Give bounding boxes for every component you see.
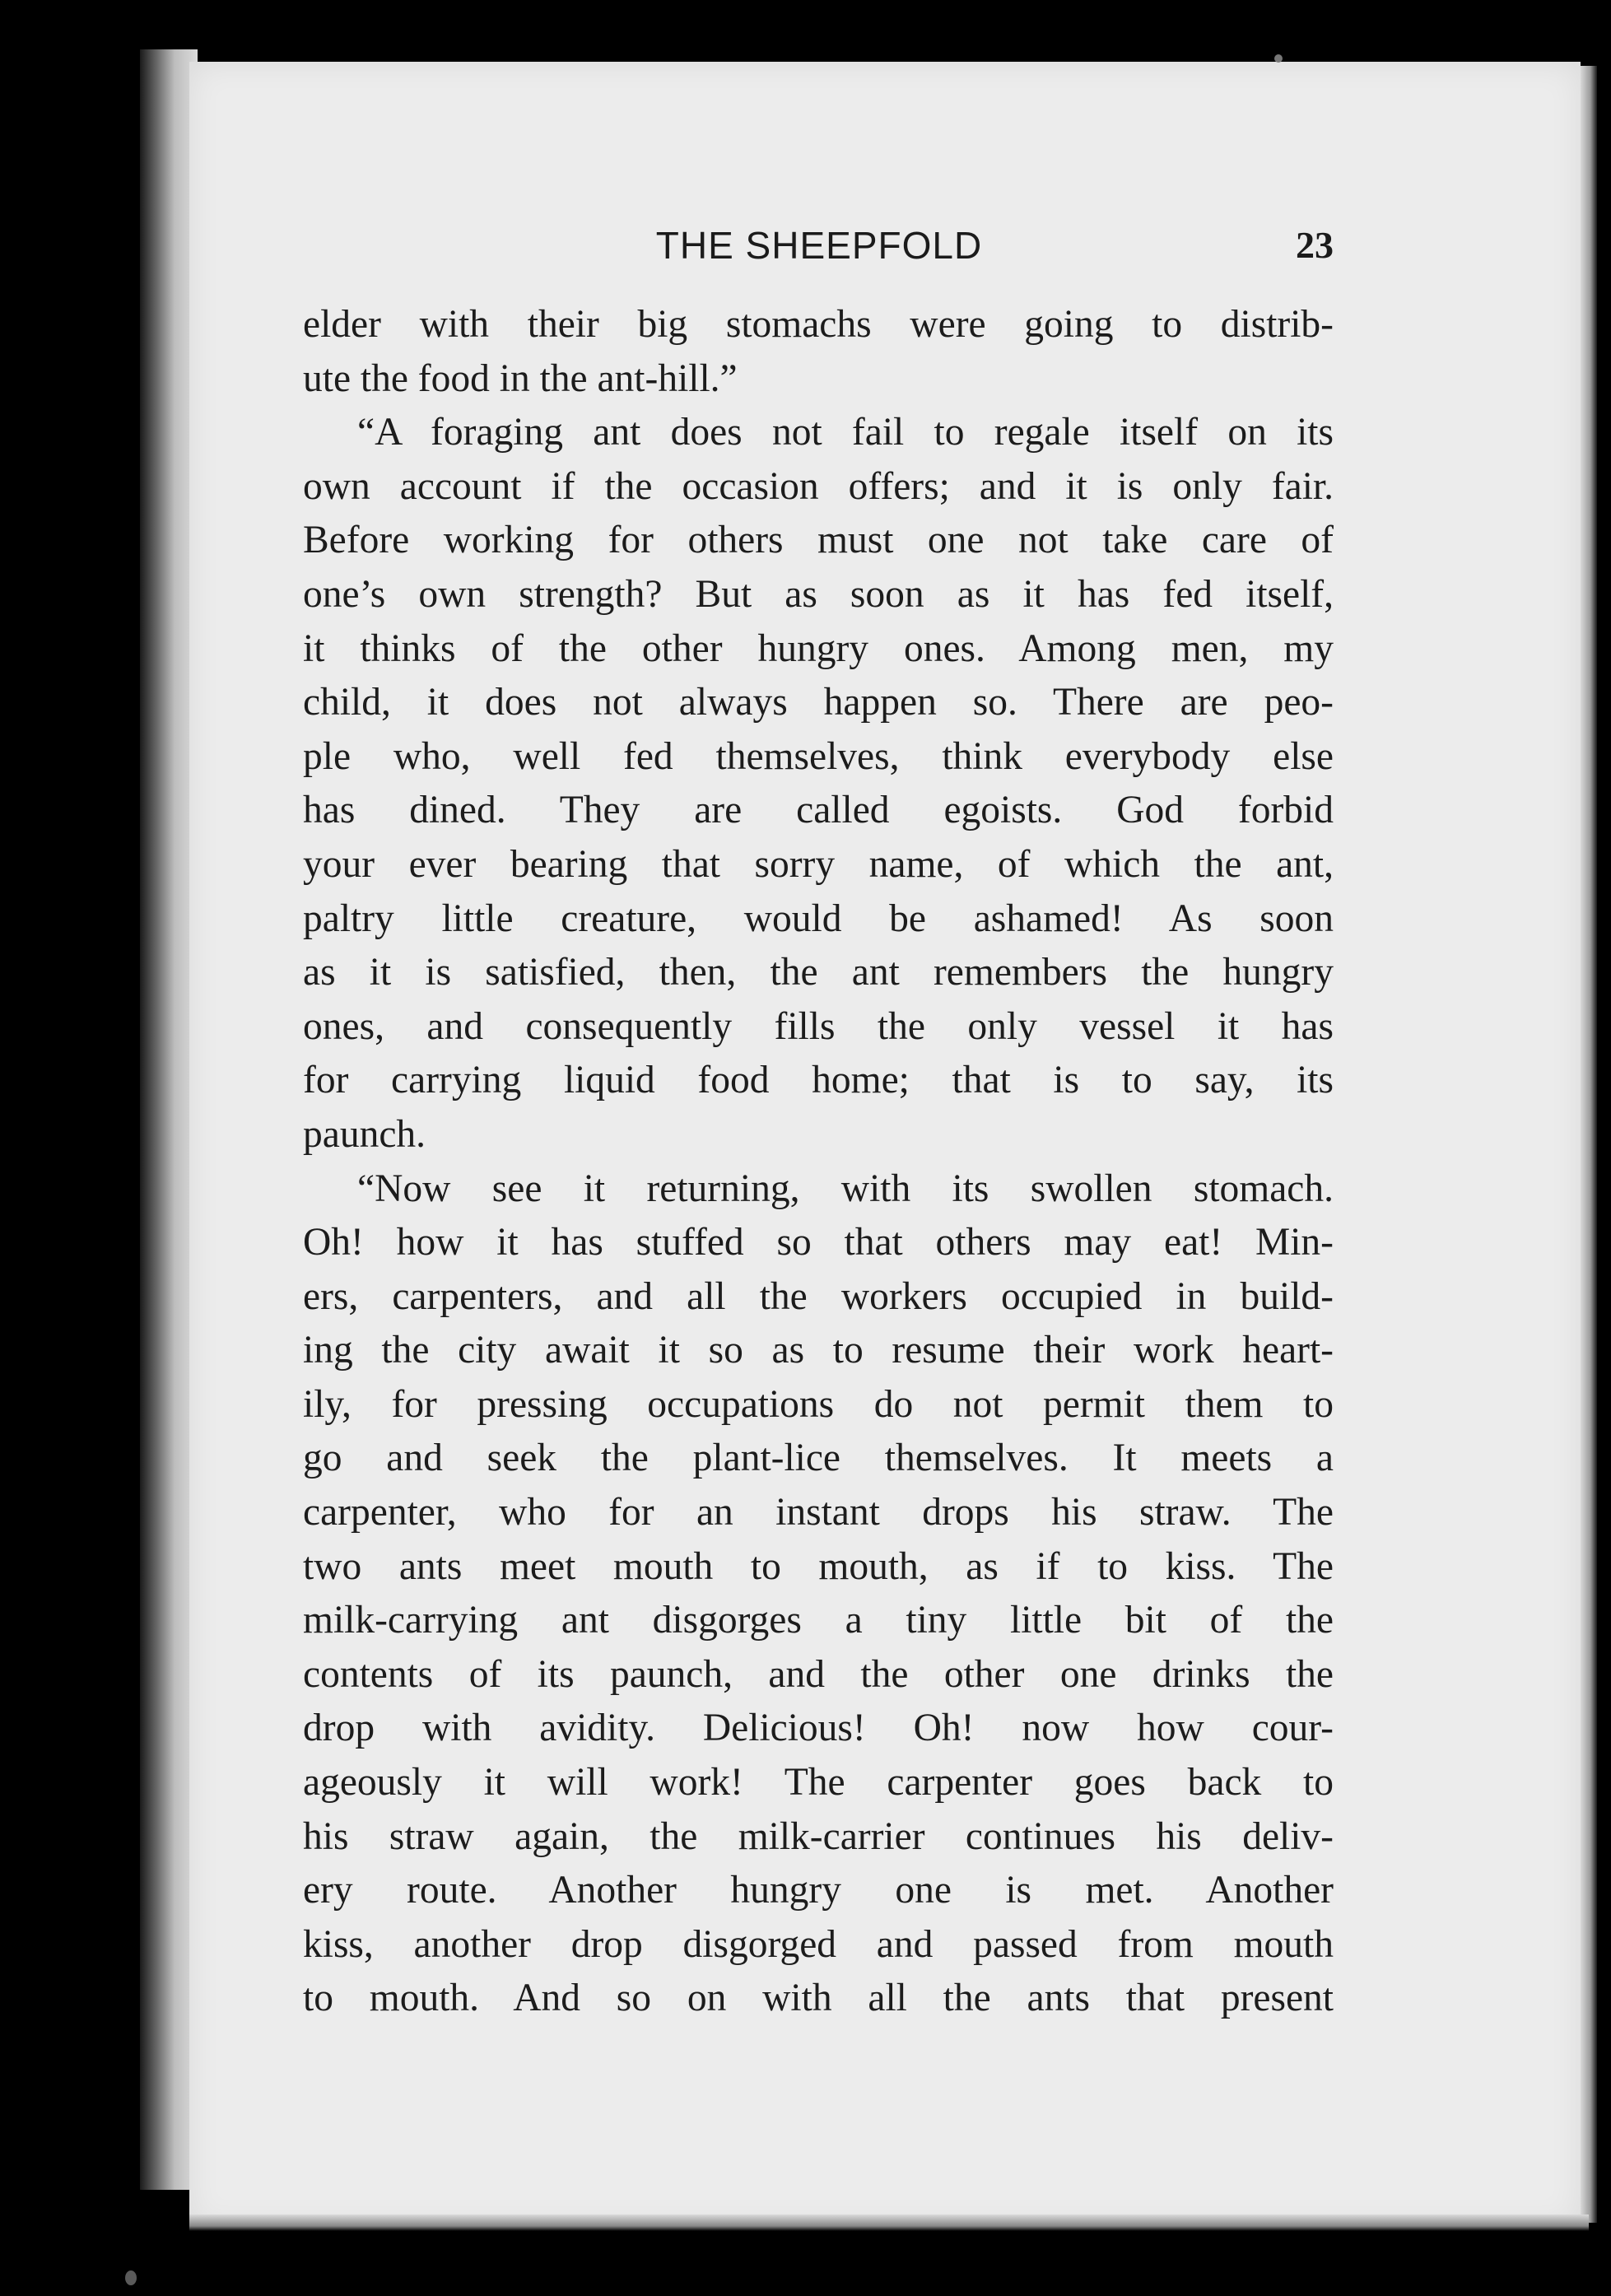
text-line: elder with their big stomachs were going to distrib- xyxy=(303,303,1334,346)
text-line: own account if the occasion offers; and it is only fair. xyxy=(303,464,1334,508)
text-line: ute the food in the ant-hill.” xyxy=(303,356,738,400)
text-line: child, it does not always happen so. There are peo- xyxy=(303,681,1334,724)
text-line: has dined. They are called egoists. God forbid xyxy=(303,789,1334,832)
text-line: paltry little creature, would be ashamed! As soon xyxy=(303,897,1334,940)
text-line: his straw again, the milk-carrier continues his deliv- xyxy=(303,1814,1334,1858)
text-line: ple who, well fed themselves, think everybody else xyxy=(303,734,1334,778)
text-line: carpenter, who for an instant drops his straw. The xyxy=(303,1491,1334,1535)
page-edge-bottom xyxy=(189,2214,1589,2231)
text-line: ones, and consequently fills the only vessel it has xyxy=(303,1004,1334,1048)
running-head xyxy=(305,221,1334,270)
text-line: “Now see it returning, with its swollen stomach. xyxy=(357,1167,1334,1210)
text-line: ers, carpenters, and all the workers occupied in build- xyxy=(303,1274,1334,1318)
text-line: “A foraging ant does not fail to regale itself on its xyxy=(357,411,1334,454)
text-line: two ants meet mouth to mouth, as if to kiss. The xyxy=(303,1544,1334,1588)
text-line: contents of its paunch, and the other one drinks the xyxy=(303,1652,1334,1696)
text-line: Before working for others must one not take care of xyxy=(303,519,1334,562)
text-line: milk-carrying ant disgorges a tiny little bit of the xyxy=(303,1599,1334,1642)
scan-border xyxy=(0,0,1611,62)
body-text xyxy=(303,298,1334,2026)
text-line: paunch. xyxy=(303,1112,426,1156)
text-line: kiss, another drop disgorged and passed from mouth xyxy=(303,1922,1334,1966)
text-line: ily, for pressing occupations do not permit them to xyxy=(303,1382,1334,1426)
text-line: one’s own strength? But as soon as it has fed itself, xyxy=(303,572,1334,616)
page-number: 23 xyxy=(1296,224,1334,266)
running-title: THE SHEEPFOLD xyxy=(655,224,983,267)
page-edge-right xyxy=(1581,66,1597,2223)
text-line: it thinks of the other hungry ones. Among men, my xyxy=(303,626,1334,670)
text-line: ing the city await it so as to resume their work heart- xyxy=(303,1329,1334,1372)
text-line: Oh! how it has stuffed so that others may eat! Min- xyxy=(303,1221,1334,1264)
text-line: ery route. Another hungry one is met. Another xyxy=(303,1869,1334,1912)
text-line: your ever bearing that sorry name, of which the ant, xyxy=(303,842,1334,886)
text-line: as it is satisfied, then, the ant remembers the hungry xyxy=(303,951,1334,994)
text-line: for carrying liquid food home; that is to say, its xyxy=(303,1059,1334,1102)
scan-speck xyxy=(1274,54,1283,63)
scan-speck xyxy=(125,2270,137,2285)
text-line: ageously it will work! The carpenter goes back to xyxy=(303,1761,1334,1805)
text-line: go and seek the plant-lice themselves. It meets a xyxy=(303,1437,1334,1480)
text-line: to mouth. And so on with all the ants that present xyxy=(303,1977,1334,2020)
text-line: drop with avidity. Delicious! Oh! now how cour- xyxy=(303,1707,1334,1750)
